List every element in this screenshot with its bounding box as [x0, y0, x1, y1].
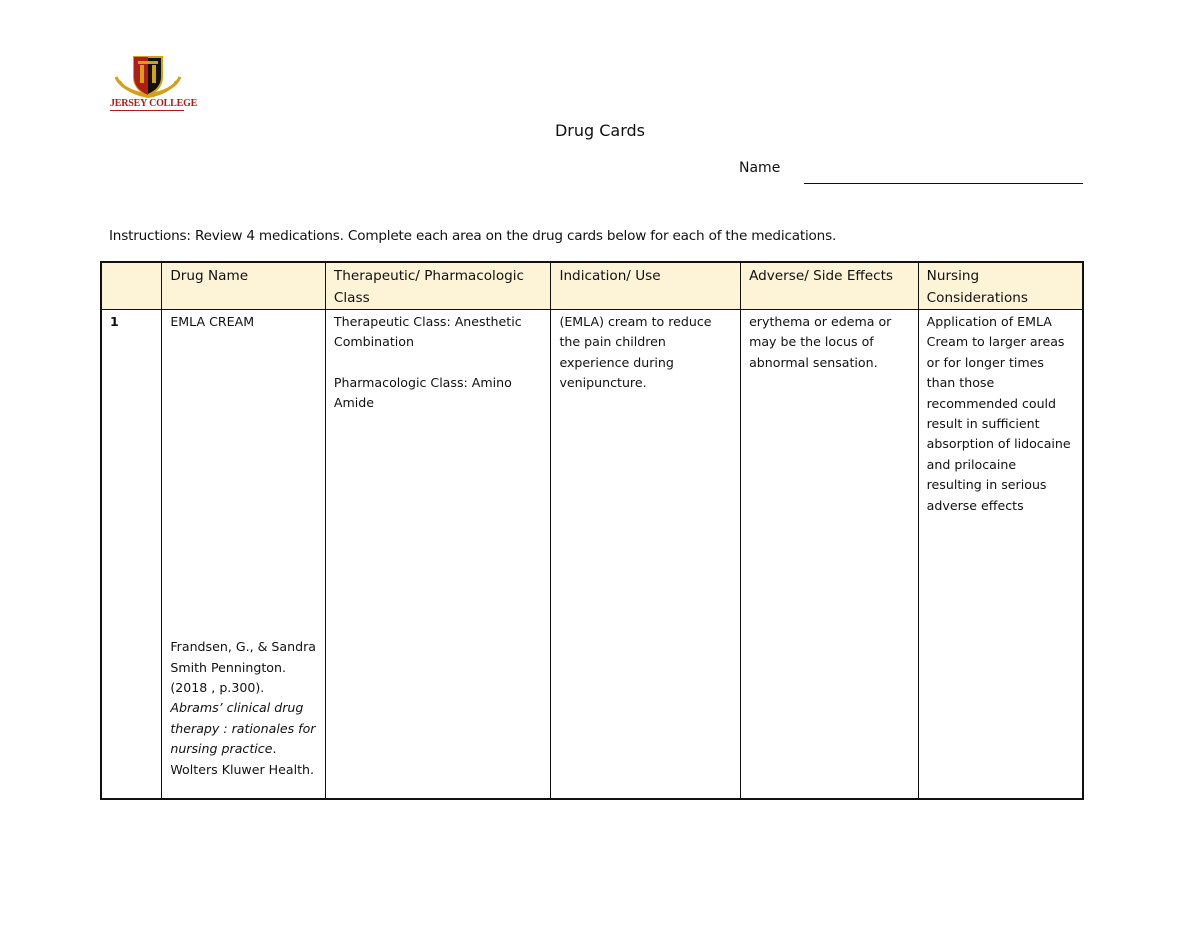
column-header-drug-name: Drug Name: [162, 262, 326, 310]
indication-cell: (EMLA) cream to reduce the pain children experience during venipuncture.: [551, 310, 741, 800]
column-header-nursing: Nursing Considerations: [918, 262, 1083, 310]
table-row: [101, 310, 1083, 800]
table-header-row: [101, 262, 1083, 310]
instructions-text: Instructions: Review 4 medications. Complete each area on the drug cards below for each of the medications.: [109, 228, 837, 244]
pharmacologic-class: Pharmacologic Class: Amino Amide: [333, 374, 512, 411]
column-header-number: [101, 262, 162, 310]
column-header-adverse-effects: Adverse/ Side Effects: [741, 262, 919, 310]
logo-wordmark: JERSEY COLLEGE: [110, 98, 198, 109]
therapeutic-class: Therapeutic Class: Anesthetic Combination: [333, 314, 522, 350]
page-title: Drug Cards: [554, 121, 646, 140]
adverse-effects-cell: erythema or edema or may be the locus of abnormal sensation.: [741, 310, 919, 800]
name-label: Name: [739, 160, 781, 176]
column-header-class: Therapeutic/ Pharmacologic Class: [325, 262, 551, 310]
crest-icon: [110, 55, 186, 100]
reference-part2: . Wolters Kluwer Health.: [170, 741, 315, 777]
drug-card-table: [100, 261, 1084, 800]
column-header-indication: Indication/ Use: [551, 262, 741, 310]
logo-underline: [110, 110, 184, 111]
drug-name: EMLA CREAM: [170, 314, 255, 329]
class-cell: [325, 310, 551, 800]
row-number: 1: [101, 310, 162, 800]
nursing-considerations-cell: Application of EMLA Cream to larger areas or for longer times than those recommended could result in sufficient absorption of lidocaine and prilocaine resulting in serious adverse effects: [918, 310, 1083, 800]
drug-name-cell: [162, 310, 326, 800]
reference-book-title: Abrams’ clinical drug therapy : rationales for nursing practice: [170, 700, 316, 757]
reference-citation: [170, 637, 320, 780]
reference-part1: Frandsen, G., & Sandra Smith Pennington. (2018 , p.300).: [170, 639, 317, 695]
college-logo: [110, 55, 198, 117]
name-field-line[interactable]: [804, 183, 1083, 184]
